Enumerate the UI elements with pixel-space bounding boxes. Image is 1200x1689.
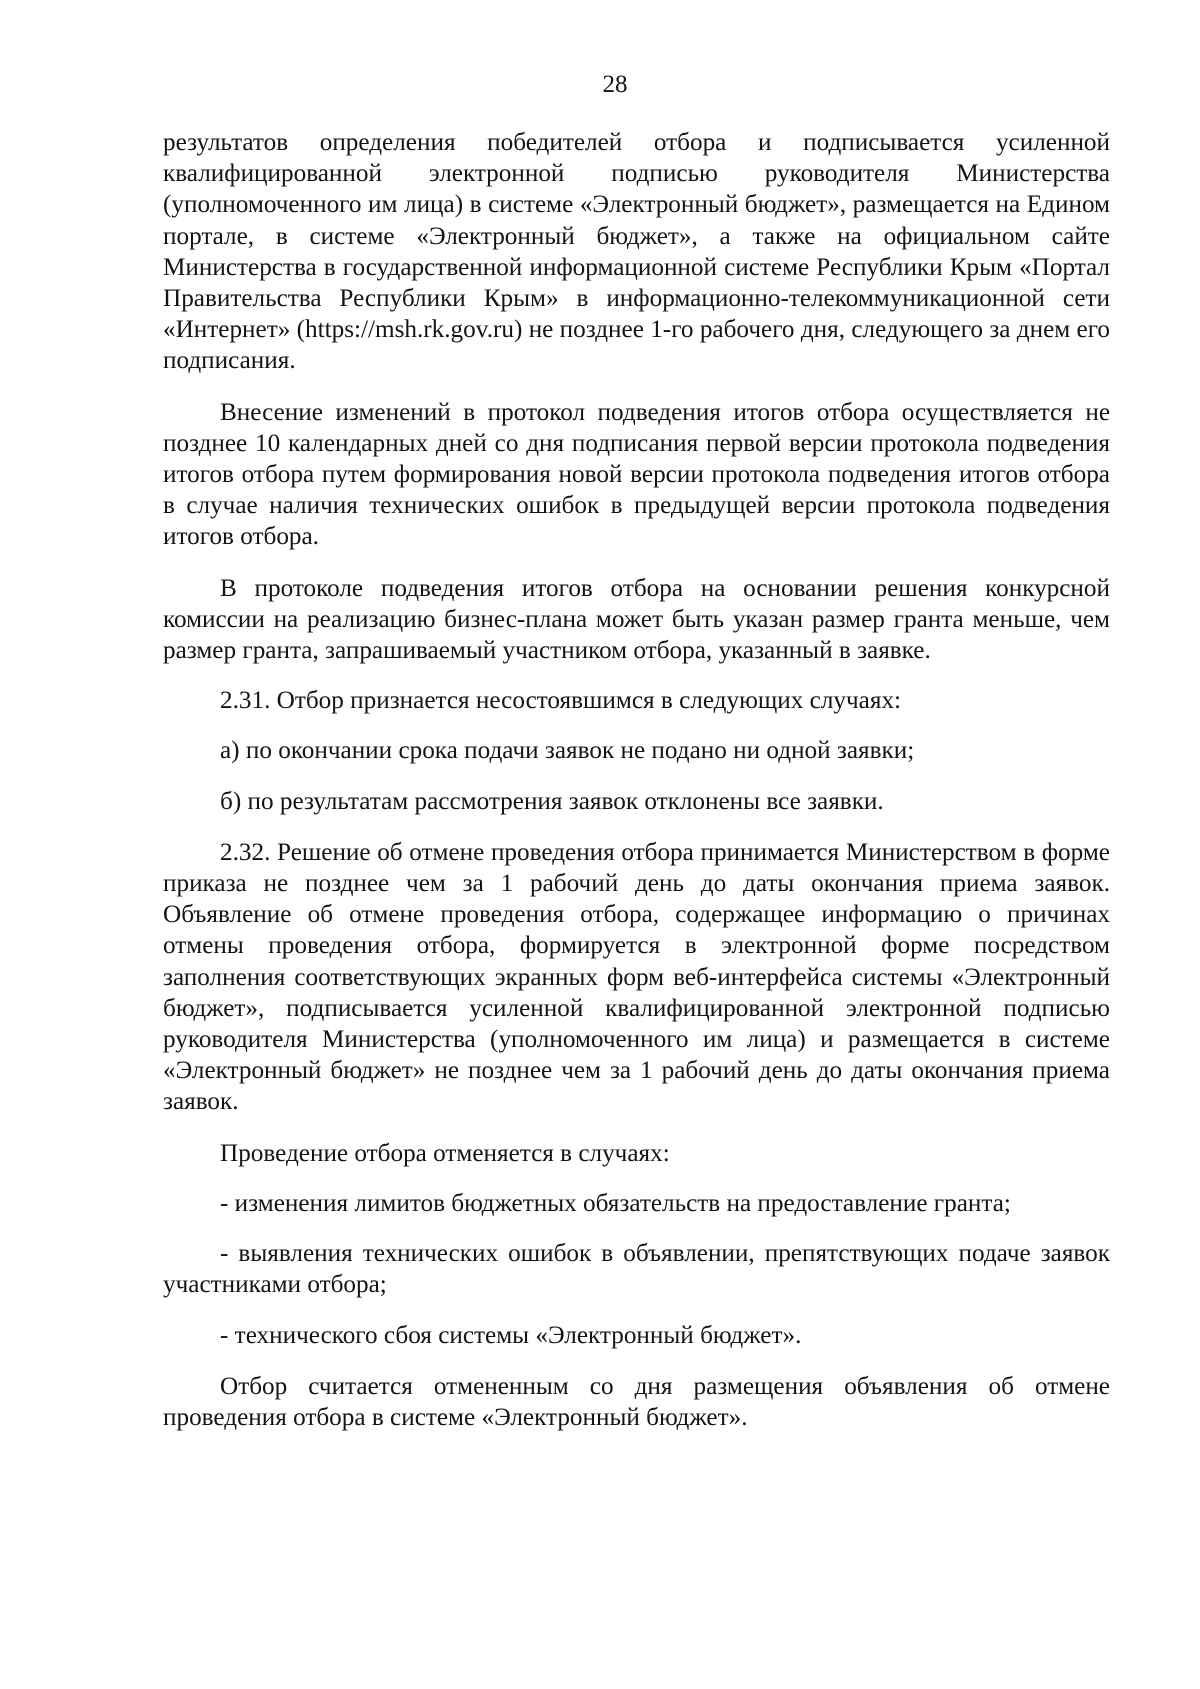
paragraph-grant-size: В протоколе подведения итогов отбора на основании решения конкурсной комиссии на реализацию бизнес-плана может быть указан размер гранта меньше, чем размер гранта, запрашиваемый участником отбора, указанный в заявке. (163, 574, 1110, 665)
paragraph-cancellation-cases: Проведение отбора отменяется в случаях: (220, 1139, 670, 1167)
paragraph-2-31: 2.31. Отбор признается несостоявшимся в следующих случаях: (220, 687, 902, 715)
paragraph-cancelled: Отбор считается отмененным со дня размещения объявления об отмене проведения отбора в системе «Электронный бюджет». (163, 1372, 1110, 1431)
list-item-limits: - изменения лимитов бюджетных обязательств на предоставление гранта; (220, 1189, 1011, 1217)
paragraph-2-32: 2.32. Решение об отмене проведения отбора принимается Министерством в форме приказа не позднее чем за 1 рабочий день до даты окончания приема заявок. Объявление об отмене проведения отбора, содержащее информацию о причинах отмены проведения отбора, формируется в электронной форме посредством заполнения соответствующих экранных форм веб-интерфейса системы «Электронный бюджет», подписывается усиленной квалифицированной электронной подписью руководителя Министерства (уполномоченного им лица) и размещается в системе «Электронный бюджет» не позднее чем за 1 рабочий день до даты окончания приема заявок. (163, 838, 1110, 1116)
paragraph-protocol-signing: результатов определения победителей отбора и подписывается усиленной квалифицированной электронной подписью руководителя Министерства (уполномоченного им лица) в системе «Электронный бюджет», размещается на Едином портале, в системе «Электронный бюджет», а также на официальном сайте Министерства в государственной информационной системе Республики Крым «Портал Правительства Республики Крым» в информационно-телекоммуникационной сети «Интернет» (https://msh.rk.gov.ru) не позднее 1-го рабочего дня, следующего за днем его подписания. (163, 129, 1110, 375)
list-item-a: а) по окончании срока подачи заявок не подано ни одной заявки; (220, 737, 915, 765)
list-item-b: б) по результатам рассмотрения заявок отклонены все заявки. (220, 787, 884, 815)
page-number: 28 (602, 71, 628, 98)
paragraph-protocol-changes: Внесение изменений в протокол подведения итогов отбора осуществляется не позднее 10 календарных дней со дня подписания первой версии протокола подведения итогов отбора путем формирования новой версии протокола подведения итогов отбора в случае наличия технических ошибок в предыдущей версии протокола подведения итогов отбора. (163, 398, 1110, 551)
list-item-technical-errors: - выявления технических ошибок в объявлении, препятствующих подаче заявок участниками отбора; (163, 1240, 1110, 1299)
document-body (163, 127, 1110, 1433)
list-item-system-failure: - технического сбоя системы «Электронный бюджет». (220, 1321, 802, 1349)
